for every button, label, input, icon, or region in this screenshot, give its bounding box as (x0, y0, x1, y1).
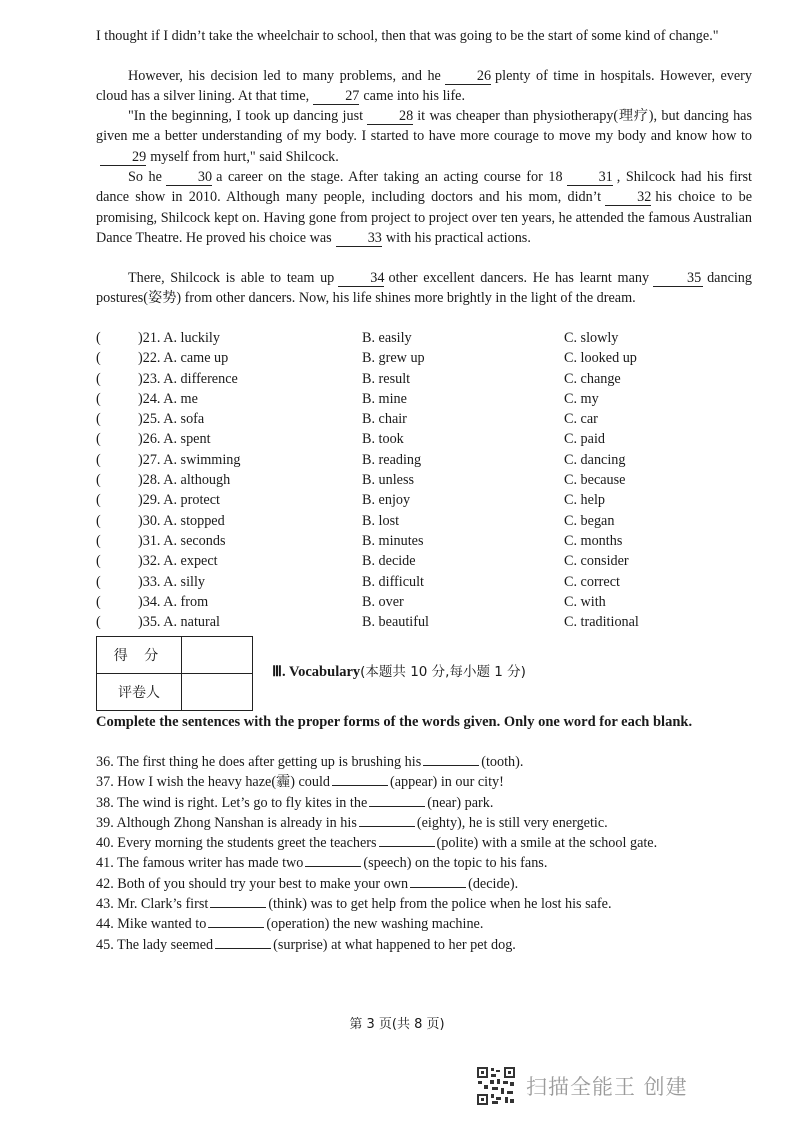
grader-value-cell (182, 674, 253, 711)
blank-32: 32 (605, 189, 651, 206)
passage-paragraph-2: However, his decision led to many problems, and he 26 plenty of time in hospitals. However, every cloud has a silver lining. At that time, 27 came into his life. (96, 68, 752, 105)
option-row: ( )21. A. luckily B. easily C. slowly (96, 330, 619, 346)
vocabulary-questions (96, 752, 760, 955)
passage-paragraph-4: So he 30 a career on the stage. After taking an acting course for 18 31 , Shilcock had his first dance show in 2010. Although many people, including doctors and his mom, didn’t 32 his choice to be promising, Shilcock kept on. Having gone from project to project over ten years, he attended the famous Australian Dance Theatre. He proved his choice was 33 with his practical actions. (96, 169, 752, 246)
blank-29: 29 (100, 149, 146, 166)
score-box (96, 636, 253, 711)
answer-blank[interactable] (369, 806, 425, 807)
blank-26: 26 (445, 68, 491, 85)
option-row: ( )32. A. expect B. decide C. consider (96, 553, 629, 570)
score-value-cell (182, 637, 253, 674)
watermark-text: 扫描全能王 创建 (526, 1075, 688, 1099)
answer-blank[interactable] (332, 785, 388, 786)
question-item: 38. The wind is right. Let’s go to fly kites in the (near) park. (96, 794, 494, 811)
answer-blank[interactable] (210, 907, 266, 908)
answer-blank[interactable] (215, 948, 271, 949)
page-number: 第 3 页(共 8 页) (349, 1017, 445, 1032)
section-heading: Ⅲ. Vocabulary(本题共 10 分,每小题 1 分) (272, 664, 526, 680)
answer-blank[interactable] (359, 826, 415, 827)
option-row: ( )28. A. although B. unless C. because (96, 472, 626, 489)
answer-blank[interactable] (410, 887, 466, 888)
question-item: 41. The famous writer has made two (speech) on the topic to his fans. (96, 855, 548, 872)
option-row: ( )29. A. protect B. enjoy C. help (96, 492, 605, 509)
blank-33: 33 (336, 230, 382, 247)
blank-35: 35 (653, 270, 703, 287)
option-row: ( )24. A. me B. mine C. my (96, 390, 599, 407)
option-row: ( )25. A. sofa B. chair C. car (96, 411, 598, 428)
answer-blank[interactable] (305, 866, 361, 867)
option-row: ( )22. A. came up B. grew up C. looked up (96, 350, 637, 367)
passage-paragraph-1: I thought if I didn’t take the wheelchair to school, then that was going to be the start of some kind of change." (96, 28, 719, 44)
blank-27: 27 (313, 88, 359, 105)
answer-blank[interactable] (379, 846, 435, 847)
option-row: ( )35. A. natural B. beautiful C. traditional (96, 614, 639, 631)
option-row: ( )23. A. difference B. result C. change (96, 370, 621, 387)
grader-label: 评卷人 (97, 674, 182, 711)
passage-paragraph-3: "In the beginning, I took up dancing just 28 it was cheaper than physiotherapy(理疗), but dancing has given me a better understanding of my body. I started to have more courage to move my body and know how to29 myself from hurt," said Shilcock. (96, 108, 752, 165)
qr-code-icon (476, 1066, 516, 1106)
question-item: 42. Both of you should try your best to make your own (decide). (96, 875, 519, 892)
scanner-watermark (476, 1066, 688, 1106)
question-item: 36. The first thing he does after getting up is brushing his (tooth). (96, 754, 524, 770)
option-row: ( )30. A. stopped B. lost C. began (96, 512, 615, 529)
question-item: 44. Mike wanted to (operation) the new washing machine. (96, 916, 484, 933)
option-row: ( )27. A. swimming B. reading C. dancing (96, 451, 626, 468)
blank-34: 34 (338, 270, 384, 287)
blank-28: 28 (367, 108, 413, 125)
option-row: ( )31. A. seconds B. minutes C. months (96, 532, 623, 549)
passage-paragraph-5: There, Shilcock is able to team up 34 other excellent dancers. He has learnt many 35 dancing postures(姿势) from other dancers. Now, his life shines more brightly in the light of the dream. (96, 270, 752, 307)
options-list (96, 328, 756, 632)
section-instruction: Complete the sentences with the proper forms of the words given. Only one word for each blank. (96, 714, 693, 730)
blank-31: 31 (567, 169, 613, 186)
question-item: 37. How I wish the heavy haze(霾) could (appear) in our city! (96, 774, 504, 791)
question-item: 39. Although Zhong Nanshan is already in his (eighty), he is still very energetic. (96, 814, 608, 831)
option-row: ( )26. A. spent B. took C. paid (96, 431, 605, 448)
option-row: ( )33. A. silly B. difficult C. correct (96, 573, 620, 590)
question-item: 40. Every morning the students greet the teachers (polite) with a smile at the school gate. (96, 835, 658, 852)
answer-blank[interactable] (423, 765, 479, 766)
question-item: 45. The lady seemed (surprise) at what happened to her pet dog. (96, 936, 516, 953)
blank-30: 30 (166, 169, 212, 186)
option-row: ( )34. A. from B. over C. with (96, 593, 606, 610)
answer-blank[interactable] (208, 927, 264, 928)
question-item: 43. Mr. Clark’s first (think) was to get help from the police when he lost his safe. (96, 896, 612, 913)
score-label: 得 分 (97, 637, 182, 674)
